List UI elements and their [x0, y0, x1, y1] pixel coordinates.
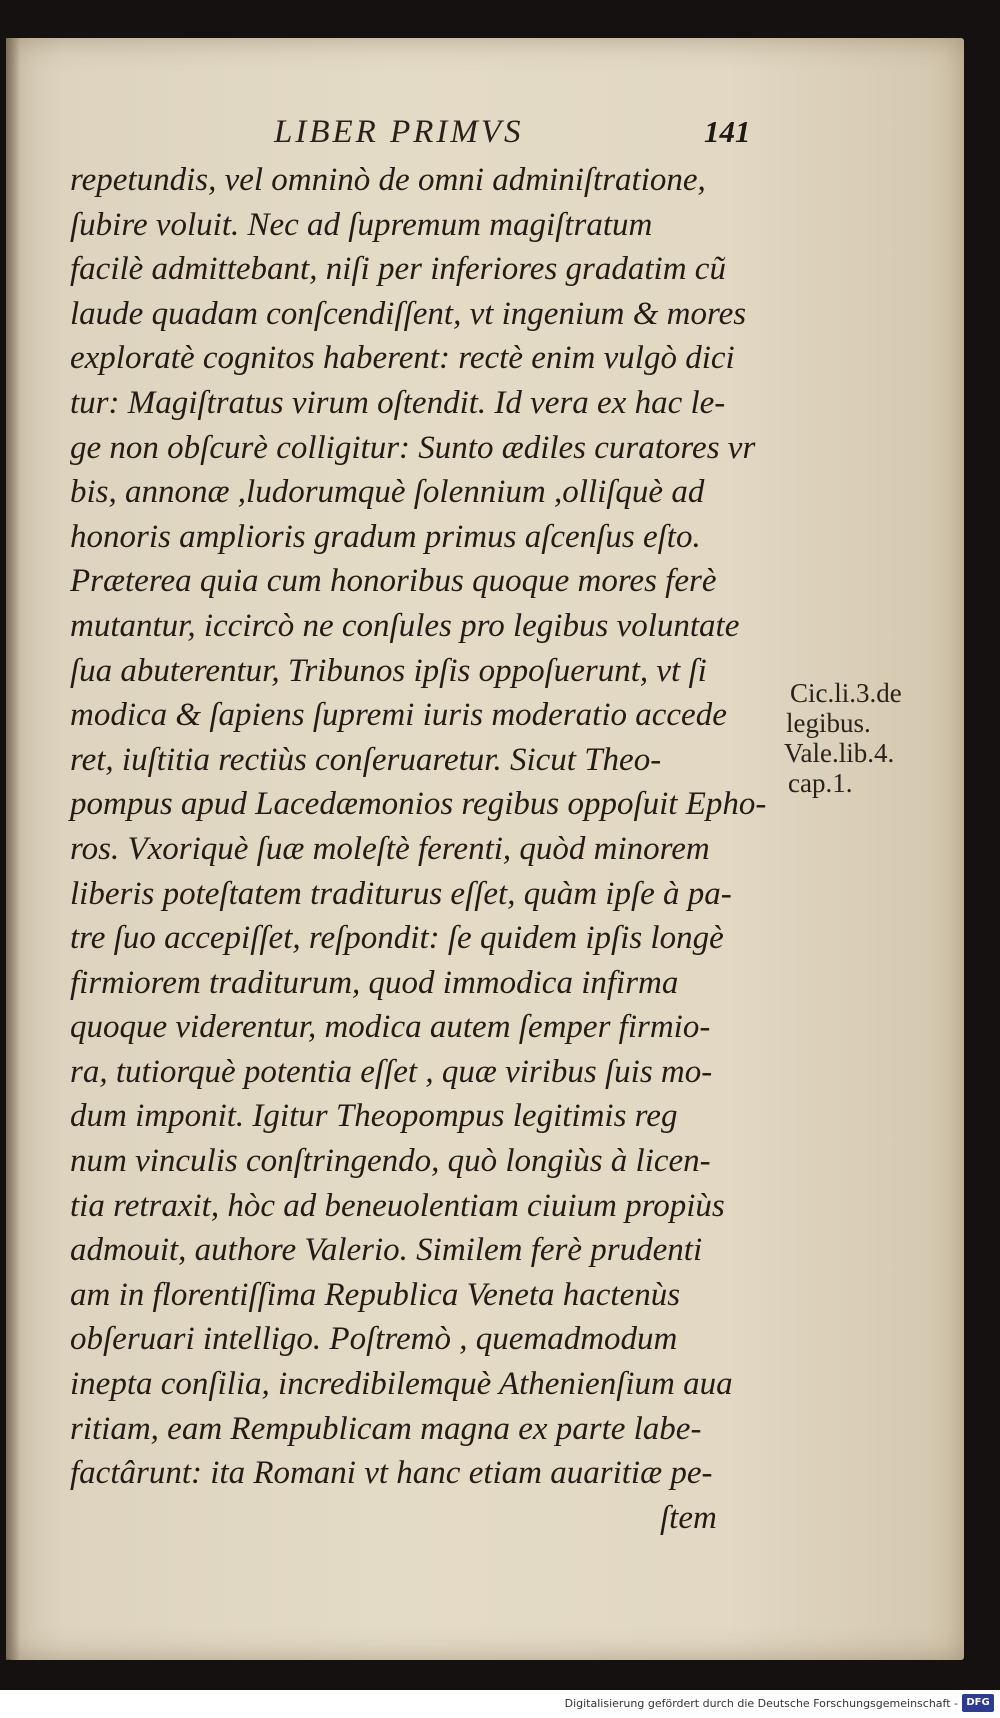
text-line: honoris amplioris gradum primus aſcenſus eſto.: [70, 518, 701, 555]
text-line: ros. Vxoriquè ſuæ moleſtè ferenti, quòd minorem: [70, 830, 710, 867]
text-line: ritiam, eam Rempublicam magna ex parte labe-: [70, 1410, 702, 1447]
text-line: modica & ſapiens ſupremi iuris moderatio accede: [70, 697, 727, 734]
text-line: ſubire voluit. Nec ad ſupremum magiſtratum: [70, 206, 653, 243]
dfg-logo: DFG: [962, 1694, 994, 1712]
body-text: [70, 158, 790, 1540]
text-line: am in florentiſſima Republica Veneta hactenùs: [70, 1276, 681, 1313]
text-line: ſtem: [660, 1499, 717, 1536]
running-title: LIBER PRIMVS: [274, 114, 524, 150]
text-line: ge non obſcurè colligitur: Sunto ædiles curatores vr: [70, 429, 756, 466]
text-line: obſeruari intelligo. Poſtremò , quemadmodum: [70, 1321, 678, 1358]
text-line: ret, iuſtitia rectiùs conſeruaretur. Sicut Theo-: [70, 741, 662, 778]
footer-credit: Digitalisierung gefördert durch die Deutsche Forschungsgemeinschaft -: [564, 1697, 958, 1710]
text-line: facilè admittebant, niſi per inferiores gradatim cũ: [70, 251, 726, 288]
text-line: Præterea quia cum honoribus quoque mores ferè: [70, 563, 717, 600]
text-line: inepta conſilia, incredibilemquè Athenienſium aua: [70, 1366, 733, 1403]
text-line: repetundis, vel omninò de omni adminiſtratione,: [70, 162, 706, 198]
text-line: num vinculis conſtringendo, quò longiùs à licen-: [70, 1143, 711, 1180]
text-line: exploratè cognitos haberent: rectè enim vulgò dici: [70, 340, 735, 377]
book-page: [6, 38, 964, 1660]
marginal-note: [784, 678, 964, 798]
text-line: liberis poteſtatem traditurus eſſet, quàm ipſe à pa-: [70, 875, 732, 912]
page-header: [6, 114, 964, 158]
text-line: dum imponit. Igitur Theopompus legitimis reg: [70, 1098, 678, 1135]
marginal-note-line: legibus.: [786, 708, 871, 738]
text-line: laude quadam conſcendiſſent, vt ingenium & mores: [70, 295, 747, 332]
text-line: tia retraxit, hòc ad beneuolentiam ciuium propiùs: [70, 1187, 725, 1224]
text-line: pompus apud Lacedæmonios regibus oppoſuit Epho-: [70, 786, 767, 823]
text-line: firmiorem traditurum, quod immodica infirma: [70, 964, 679, 1001]
text-line: tur: Magiſtratus virum oſtendit. Id vera ex hac le-: [70, 384, 726, 421]
page-number: 141: [704, 114, 751, 149]
text-line: mutantur, iccircò ne conſules pro legibus voluntate: [70, 607, 740, 644]
marginal-note-line: Cic.li.3.de: [790, 678, 902, 708]
marginal-note-line: Vale.lib.4.: [784, 738, 895, 768]
text-line: admouit, authore Valerio. Similem ferè prudenti: [70, 1232, 703, 1269]
marginal-note-line: cap.1.: [788, 768, 853, 798]
text-line: ſua abuterentur, Tribunos ipſis oppoſuerunt, vt ſi: [70, 652, 707, 689]
text-line: tre ſuo accepiſſet, reſpondit: ſe quidem ipſis longè: [70, 920, 724, 957]
text-line: quoque viderentur, modica autem ſemper firmio-: [70, 1009, 711, 1046]
text-line: factârunt: ita Romani vt hanc etiam auaritiæ pe-: [70, 1455, 713, 1492]
text-line: ra, tutiorquè potentia eſſet , quæ viribus ſuis mo-: [70, 1053, 713, 1090]
footer-bar: [0, 1690, 1000, 1718]
text-line: bis, annonæ ,ludorumquè ſolennium ,olliſquè ad: [70, 474, 705, 511]
